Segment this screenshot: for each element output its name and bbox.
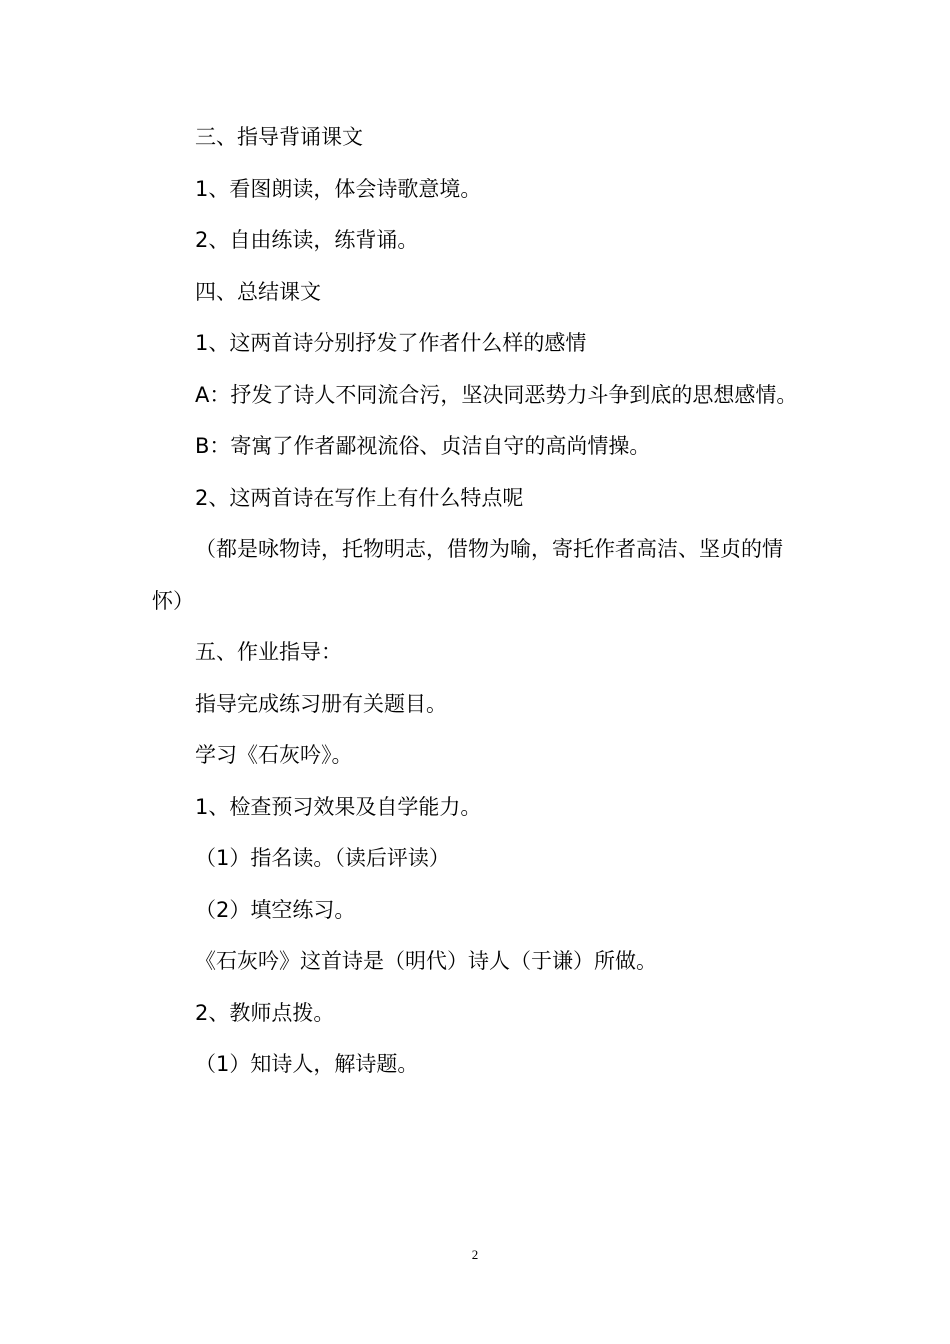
paragraph: 学习《石灰吟》。 — [195, 743, 353, 767]
heading-section-3: 三、指导背诵课文 — [195, 125, 363, 149]
paragraph: 1、看图朗读，体会诗歌意境。 — [195, 176, 482, 201]
document-body — [152, 112, 802, 1091]
paragraph: 2、这两首诗在写作上有什么特点呢 — [195, 485, 524, 510]
paragraph: （1）指名读。（读后评读） — [195, 846, 450, 870]
page-number: 2 — [471, 1247, 479, 1262]
paragraph: B：寄寓了作者鄙视流俗、贞洁自守的高尚情操。 — [195, 434, 651, 458]
paragraph: （2）填空练习。 — [195, 897, 356, 922]
paragraph: 1、这两首诗分别抒发了作者什么样的感情 — [195, 331, 587, 355]
paragraph: A：抒发了诗人不同流合污，坚决同恶势力斗争到底的思想感情。 — [195, 382, 798, 407]
paragraph: 《石灰吟》这首诗是（明代）诗人（于谦）所做。 — [195, 949, 657, 973]
heading-section-5: 五、作业指导： — [195, 640, 342, 664]
paragraph: 2、教师点拨。 — [195, 1000, 335, 1025]
paragraph: （都是咏物诗，托物明志，借物为喻，寄托作者高洁、坚贞的情怀） — [152, 537, 783, 613]
heading-section-4: 四、总结课文 — [195, 279, 321, 304]
paragraph: （1）知诗人，解诗题。 — [195, 1052, 419, 1076]
paragraph: 2、自由练读，练背诵。 — [195, 228, 419, 252]
paragraph: 1、检查预习效果及自学能力。 — [195, 794, 482, 819]
paragraph: 指导完成练习册有关题目。 — [195, 691, 447, 716]
